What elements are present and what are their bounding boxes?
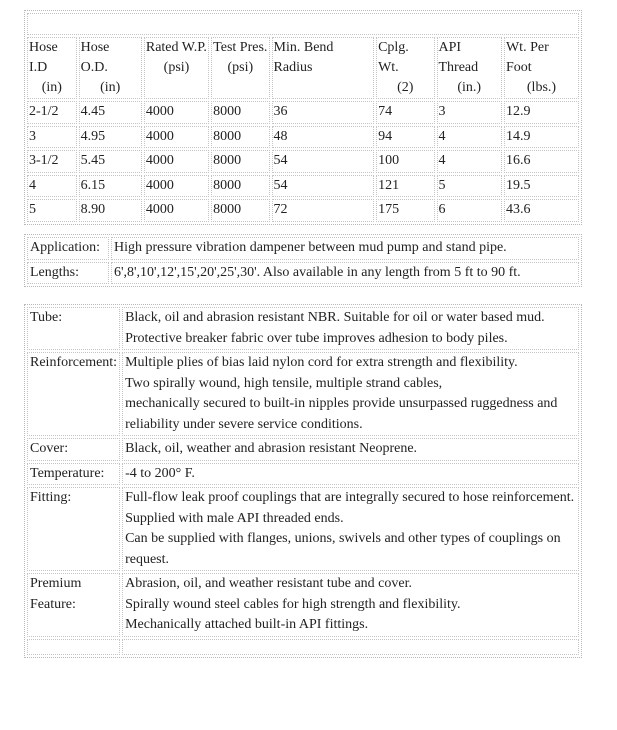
- cell-wt-per-foot: 16.6: [504, 150, 579, 173]
- application-table: [24, 234, 582, 287]
- cell-cplg-wt: 74: [376, 101, 434, 124]
- detail-line: mechanically secured to built-in nipples provide unsurpassed ruggedness and reliability under severe service conditions.: [125, 396, 558, 432]
- header-hose-od: [79, 37, 142, 99]
- header-hose-id: [27, 37, 77, 99]
- lengths-row: [27, 262, 579, 285]
- cell-min-bend-radius: 54: [272, 175, 375, 198]
- detail-line: Black, oil and abrasion resistant NBR. Suitable for oil or water based mud.: [125, 310, 545, 325]
- spec-table-header-row: [27, 37, 579, 99]
- detail-row-reinforcement: [27, 352, 579, 436]
- table-row: [27, 126, 579, 149]
- detail-label: Reinforcement:: [27, 352, 120, 436]
- detail-value: [122, 352, 579, 436]
- detail-line: Abrasion, oil, and weather resistant tube and cover.: [125, 576, 412, 591]
- cell-cplg-wt: 100: [376, 150, 434, 173]
- cell-wt-per-foot: 12.9: [504, 101, 579, 124]
- spec-table-top-empty-row: [27, 13, 579, 35]
- header-title: Test Pres.: [213, 40, 268, 55]
- header-title: Min. Bend Radius: [273, 40, 334, 75]
- cell-test-pres: 8000: [211, 126, 269, 149]
- header-unit: (in): [100, 80, 121, 95]
- header-test-pres: [211, 37, 269, 99]
- cell-hose-id: 3-1/2: [27, 150, 77, 173]
- detail-label: Fitting:: [27, 487, 120, 571]
- detail-row-tube: [27, 307, 579, 350]
- hose-details-table: [24, 304, 582, 658]
- cell-api-thread: 4: [437, 126, 502, 149]
- table-row: [27, 175, 579, 198]
- detail-line: Spirally wound steel cables for high strength and flexibility.: [125, 596, 461, 612]
- detail-label: Premium Feature:: [27, 573, 120, 637]
- detail-value: [122, 487, 579, 571]
- cell-cplg-wt: 121: [376, 175, 434, 198]
- detail-label: Tube:: [27, 307, 120, 350]
- detail-value: [122, 573, 579, 637]
- header-cplg-wt: [376, 37, 434, 99]
- detail-label: Temperature:: [27, 463, 120, 486]
- detail-row-cover: [27, 438, 579, 461]
- cell-api-thread: 6: [437, 199, 502, 222]
- header-min-bend-radius: [272, 37, 375, 99]
- detail-value: [122, 307, 579, 350]
- detail-line: Mechanically attached built-in API fittings.: [125, 617, 369, 632]
- detail-line: Two spirally wound, high tensile, multiple strand cables,: [125, 375, 443, 391]
- header-title: Wt. Per Foot: [505, 40, 549, 75]
- cell-hose-id: 2-1/2: [27, 101, 77, 124]
- header-unit: (in): [41, 80, 62, 95]
- lengths-value: 6',8',10',12',15',20',25',30'. Also available in any length from 5 ft to 90 ft.: [111, 262, 579, 285]
- detail-row-premium-feature: [27, 573, 579, 637]
- cell-hose-od: 4.45: [79, 101, 142, 124]
- header-rated-wp: [144, 37, 209, 99]
- header-api-thread: [437, 37, 502, 99]
- lengths-label: Lengths:: [27, 262, 109, 285]
- table-row: [27, 199, 579, 222]
- hose-spec-table: [24, 10, 582, 225]
- detail-value: [122, 463, 579, 486]
- detail-row-temperature: [27, 463, 579, 486]
- detail-value: [122, 438, 579, 461]
- header-unit: (psi): [227, 60, 254, 75]
- detail-line: Black, oil, weather and abrasion resistant Neoprene.: [125, 441, 418, 456]
- table-row: [27, 150, 579, 173]
- cell-api-thread: 3: [437, 101, 502, 124]
- cell-hose-id: 4: [27, 175, 77, 198]
- header-title: Rated W.P.: [145, 40, 207, 55]
- cell-rated-wp: 4000: [144, 175, 209, 198]
- application-label: Application:: [27, 237, 109, 260]
- detail-line: Protective breaker fabric over tube improves adhesion to body piles.: [125, 330, 508, 346]
- detail-line: Multiple plies of bias laid nylon cord for extra strength and flexibility.: [125, 355, 518, 370]
- detail-line: Can be supplied with flanges, unions, swivels and other types of couplings on request.: [125, 531, 561, 567]
- detail-empty-row: [27, 639, 579, 655]
- header-unit: (psi): [163, 60, 190, 75]
- cell-rated-wp: 4000: [144, 150, 209, 173]
- header-title: Hose I.D: [29, 40, 58, 75]
- table-row: [27, 101, 579, 124]
- cell-min-bend-radius: 54: [272, 150, 375, 173]
- cell-wt-per-foot: 19.5: [504, 175, 579, 198]
- empty-cell: [122, 639, 579, 655]
- empty-cell: [27, 13, 579, 35]
- header-title: Cplg. Wt.: [378, 40, 409, 75]
- header-title: API Thread: [438, 40, 479, 75]
- detail-line: Full-flow leak proof couplings that are integrally secured to hose reinforcement.: [125, 490, 575, 505]
- cell-hose-od: 5.45: [79, 150, 142, 173]
- cell-test-pres: 8000: [211, 199, 269, 222]
- cell-rated-wp: 4000: [144, 126, 209, 149]
- cell-min-bend-radius: 72: [272, 199, 375, 222]
- detail-line: Supplied with male API threaded ends.: [125, 510, 344, 526]
- cell-test-pres: 8000: [211, 150, 269, 173]
- detail-line: -4 to 200° F.: [125, 465, 195, 481]
- detail-label: Cover:: [27, 438, 120, 461]
- header-unit: (in.): [457, 80, 482, 95]
- header-unit: (lbs.): [526, 80, 557, 95]
- cell-min-bend-radius: 36: [272, 101, 375, 124]
- cell-hose-od: 4.95: [79, 126, 142, 149]
- detail-row-fitting: [27, 487, 579, 571]
- cell-cplg-wt: 94: [376, 126, 434, 149]
- cell-rated-wp: 4000: [144, 101, 209, 124]
- cell-rated-wp: 4000: [144, 199, 209, 222]
- cell-min-bend-radius: 48: [272, 126, 375, 149]
- cell-api-thread: 4: [437, 150, 502, 173]
- header-unit: (2): [397, 80, 414, 95]
- cell-cplg-wt: 175: [376, 199, 434, 222]
- cell-api-thread: 5: [437, 175, 502, 198]
- cell-test-pres: 8000: [211, 175, 269, 198]
- cell-hose-od: 8.90: [79, 199, 142, 222]
- application-row: [27, 237, 579, 260]
- cell-hose-id: 5: [27, 199, 77, 222]
- application-value: High pressure vibration dampener between mud pump and stand pipe.: [111, 237, 579, 260]
- cell-hose-id: 3: [27, 126, 77, 149]
- header-title: Hose O.D.: [80, 40, 110, 75]
- cell-wt-per-foot: 14.9: [504, 126, 579, 149]
- empty-cell: [27, 639, 120, 655]
- cell-wt-per-foot: 43.6: [504, 199, 579, 222]
- cell-hose-od: 6.15: [79, 175, 142, 198]
- header-wt-per-foot: [504, 37, 579, 99]
- cell-test-pres: 8000: [211, 101, 269, 124]
